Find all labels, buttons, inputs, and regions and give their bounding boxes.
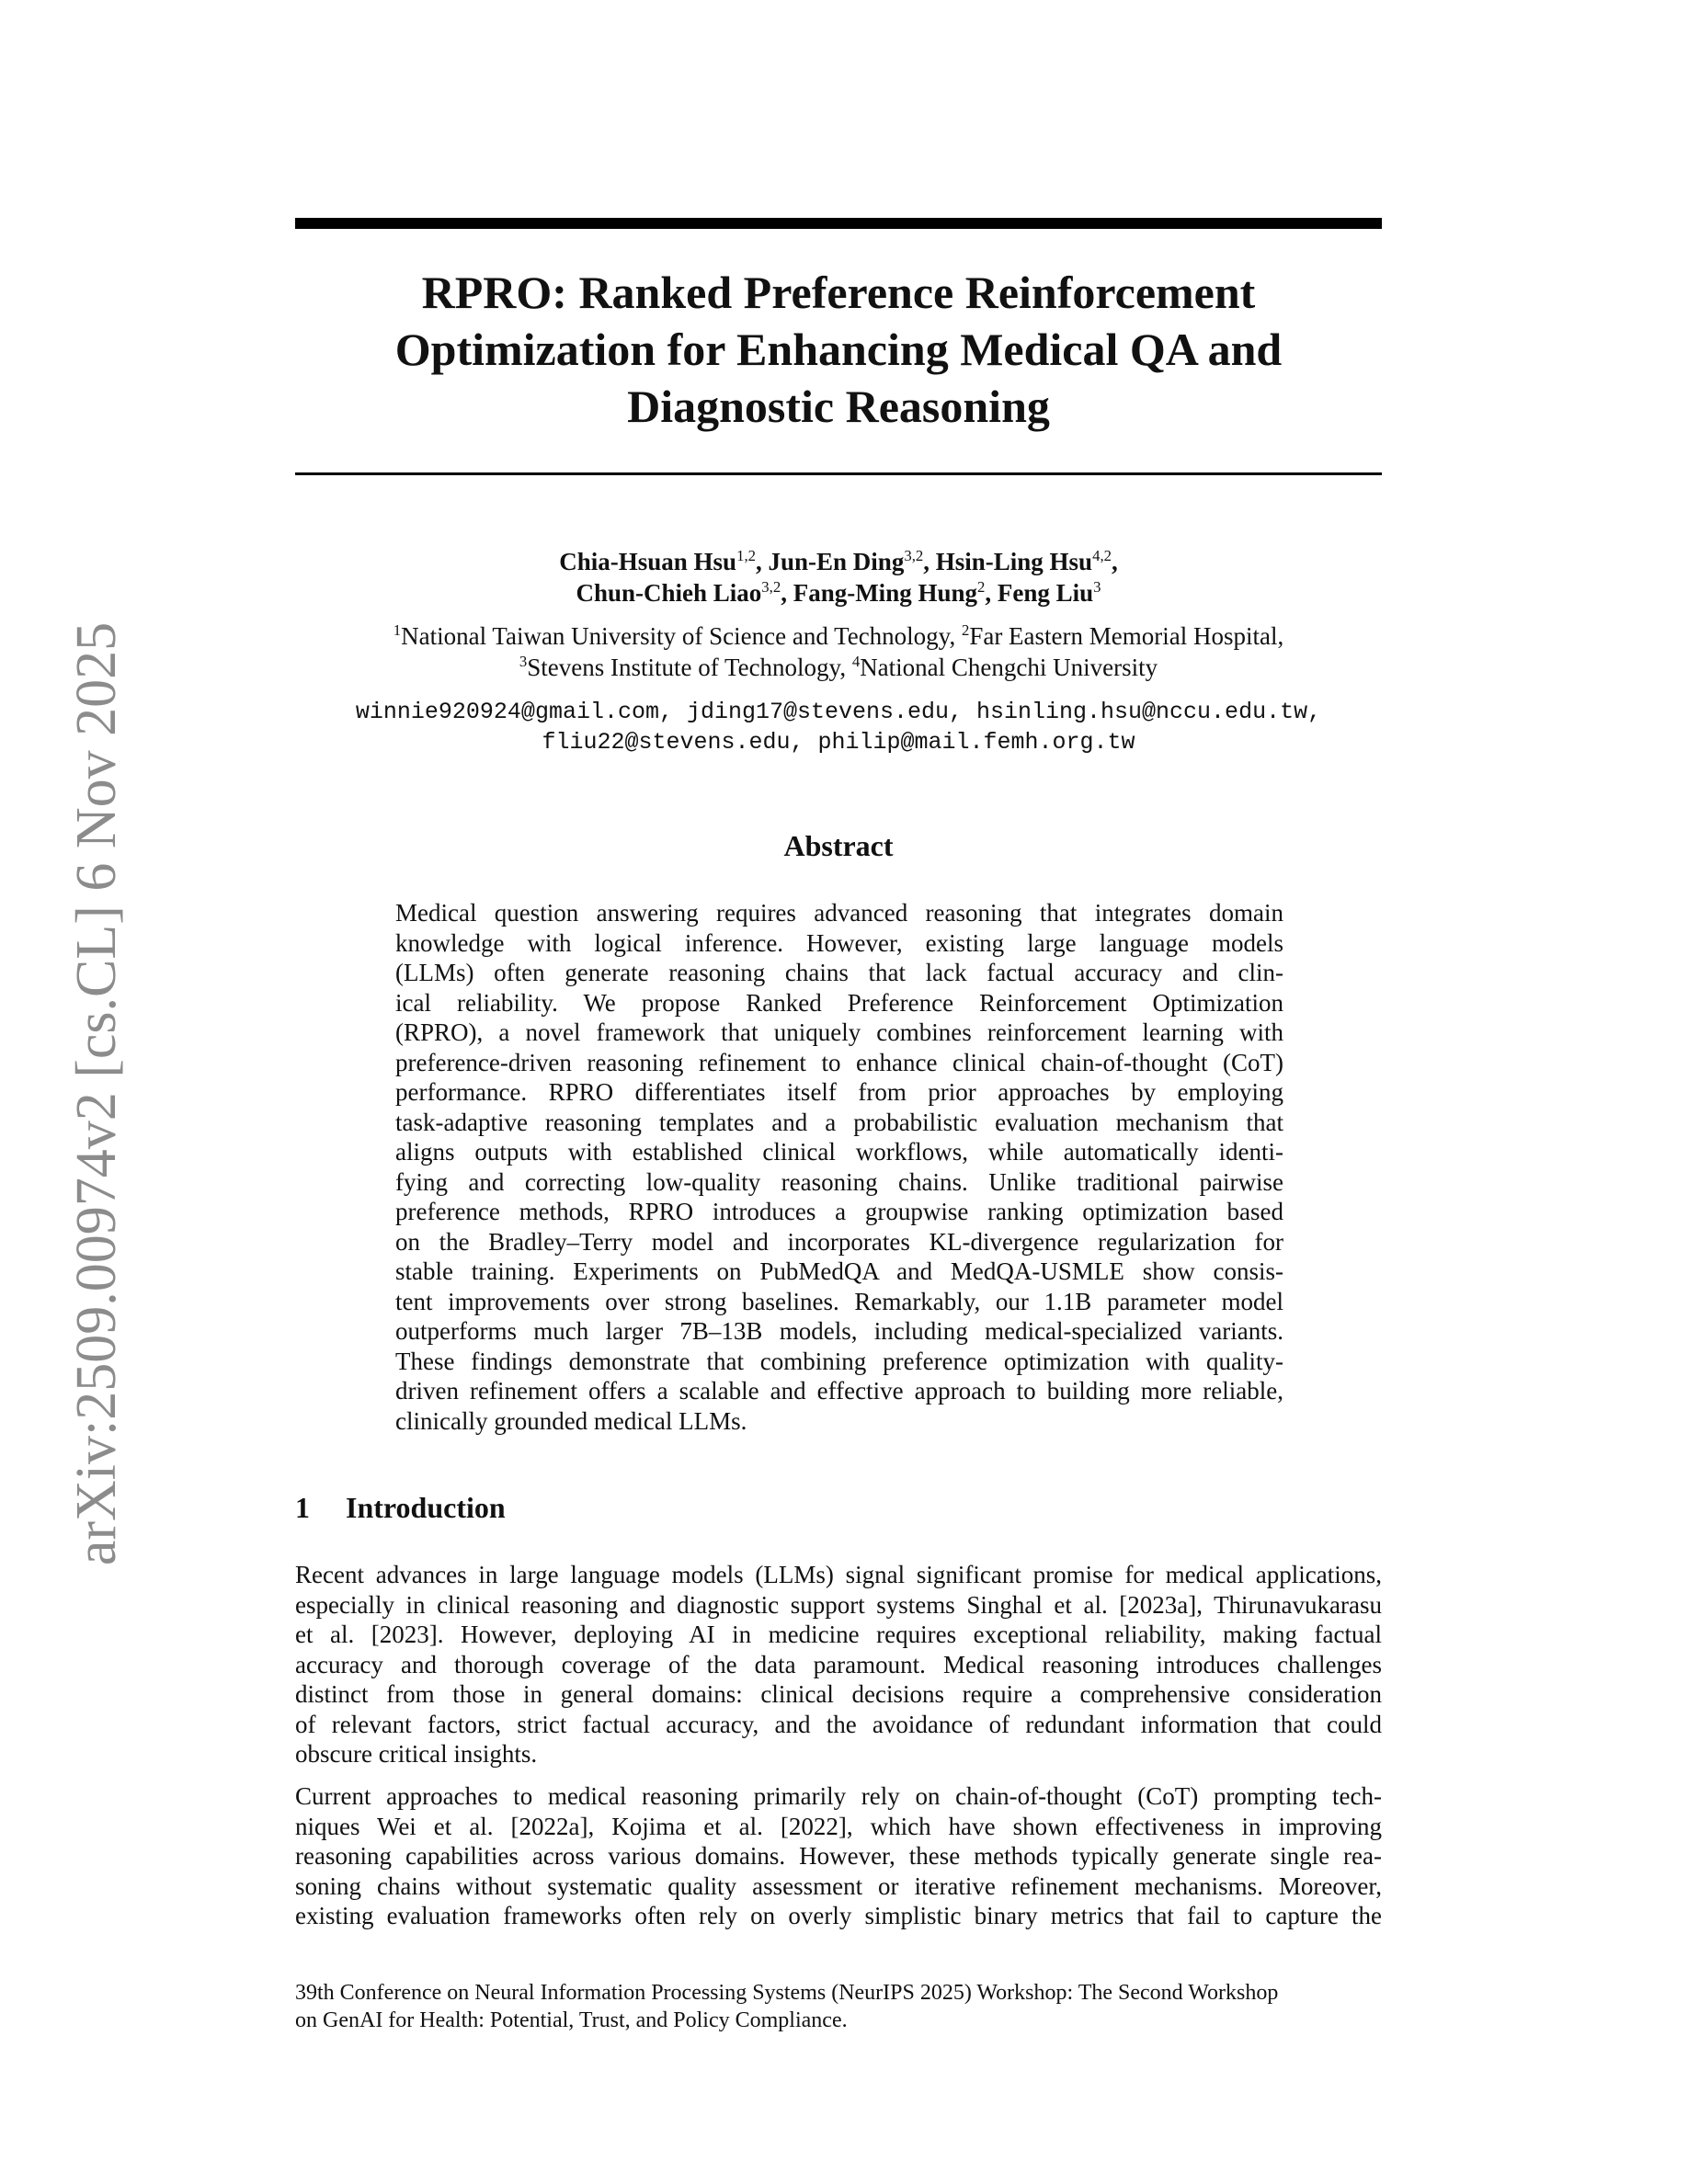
title-line: Optimization for Enhancing Medical QA and: [394, 324, 1283, 375]
abstract-line: knowledge with logical inference. However, existing large language models: [395, 928, 1283, 957]
paragraph-line: Current approaches to medical reasoning primarily rely on chain-of-thought (CoT) prompting tech-: [295, 1782, 1382, 1810]
abstract-line: driven refinement offers a scalable and effective approach to building more reliable,: [395, 1377, 1283, 1405]
paragraph-line: et al. [2023]. However, deploying AI in medicine requires exceptional reliability, making factual: [295, 1621, 1382, 1648]
abstract-line: outperforms much larger 7B–13B models, including medical-specialized variants.: [395, 1317, 1283, 1345]
affiliation-number: 1: [393, 620, 402, 639]
title-bottom-rule: [295, 472, 1382, 475]
abstract-line: These findings demonstrate that combining preference optimization with quality-: [395, 1347, 1283, 1375]
author-line: Chun-Chieh Liao$^{3,2}$, Fang-Ming Hung$^2$, Feng Liu$^3$: [576, 577, 1101, 607]
section-heading-introduction: [295, 1489, 1382, 1526]
affiliation-name: Stevens Institute of Technology: [527, 654, 840, 681]
paragraph-line: Recent advances in large language models (LLMs) signal significant promise for medical applications,: [295, 1561, 1382, 1588]
paragraph-line: obscure critical insights.: [295, 1740, 538, 1768]
abstract-line: ical reliability. We propose Ranked Preference Reinforcement Optimization: [395, 988, 1283, 1017]
paragraph-line: accuracy and thorough coverage of the data paramount. Medical reasoning introduces challenges: [295, 1650, 1382, 1678]
author-affiliation-mark: 3,2: [761, 577, 781, 596]
author-affiliation-mark: 1,2: [736, 546, 756, 564]
author-affiliation-mark: 3,2: [904, 546, 924, 564]
author-affiliation-mark: 2: [977, 577, 986, 596]
footnote-line: on GenAI for Health: Potential, Trust, and Policy Compliance.: [295, 2008, 848, 2032]
author-affiliation-mark: 4,2: [1092, 546, 1112, 564]
affiliation-list: [295, 620, 1382, 683]
author-name: Chia-Hsuan Hsu: [559, 548, 737, 575]
abstract-line: stable training. Experiments on PubMedQA and MedQA-USMLE show consis-: [395, 1257, 1283, 1285]
footnote-line: 39th Conference on Neural Information Processing Systems (NeurIPS 2025) Workshop: The Second Workshop: [295, 1981, 1279, 2005]
paragraph-line: especially in clinical reasoning and diagnostic support systems Singhal et al. [2023a], Thirunavukarasu: [295, 1590, 1382, 1619]
section-number: 1: [295, 1491, 310, 1524]
author-list: [295, 546, 1382, 609]
title-line: RPRO: Ranked Preference Reinforcement: [421, 267, 1256, 318]
arxiv-identifier-stamp: arXiv:2509.00974v2 [cs.CL] 6 Nov 2025: [65, 621, 128, 1566]
affiliation-number: 4: [851, 652, 861, 670]
author-affiliation-mark: 3: [1093, 577, 1101, 596]
affiliation-name: National Chengchi University: [860, 654, 1158, 681]
paper-title: [295, 264, 1382, 435]
affiliation-name: Far Eastern Memorial Hospital: [969, 622, 1278, 650]
abstract-line: (LLMs) often generate reasoning chains that lack factual accuracy and clin-: [395, 959, 1283, 986]
author-name: Feng Liu: [997, 579, 1094, 607]
abstract-line: Medical question answering requires advanced reasoning that integrates domain: [395, 899, 1283, 927]
affiliation-line: $^3$Stevens Institute of Technology, $^4$National Chengchi University: [519, 652, 1158, 681]
paragraph-line: existing evaluation frameworks often rely on overly simplistic binary metrics that fail to capture the: [295, 1902, 1382, 1929]
abstract-line: fying and correcting low-quality reasoning chains. Unlike traditional pairwise: [395, 1167, 1283, 1196]
abstract-body: [395, 898, 1283, 1436]
author-line: Chia-Hsuan Hsu$^{1,2}$, Jun-En Ding$^{3,2}$, Hsin-Ling Hsu$^{4,2}$,: [559, 546, 1118, 575]
paragraph-line: distinct from those in general domains: clinical decisions require a comprehensive consideration: [295, 1680, 1382, 1708]
paragraph-line: niques Wei et al. [2022a], Kojima et al. [2022], which have shown effectiveness in improving: [295, 1812, 1382, 1840]
introduction-paragraph-2: [295, 1781, 1382, 1931]
abstract-line: (RPRO), a novel framework that uniquely combines reinforcement learning with: [395, 1018, 1283, 1046]
email-line: winnie920924@gmail.com, jding17@stevens.edu, hsinling.hsu@nccu.edu.tw,: [355, 699, 1322, 725]
abstract-line: performance. RPRO differentiates itself from prior approaches by employing: [395, 1078, 1283, 1106]
affiliation-name: National Taiwan University of Science and Technology: [401, 622, 950, 650]
paragraph-line: soning chains without systematic quality assessment or iterative refinement mechanisms. Moreover,: [295, 1871, 1382, 1900]
abstract-line: aligns outputs with established clinical workflows, while automatically identi-: [395, 1138, 1283, 1166]
abstract-line: preference methods, RPRO introduces a groupwise ranking optimization based: [395, 1198, 1283, 1225]
title-line: Diagnostic Reasoning: [627, 381, 1050, 432]
author-name: Chun-Chieh Liao: [576, 579, 762, 607]
abstract-line: on the Bradley–Terry model and incorporates KL-divergence regularization for: [395, 1227, 1283, 1256]
title-top-rule: [295, 218, 1382, 229]
conference-footnote: [295, 1979, 1382, 2034]
abstract-heading: Abstract: [783, 829, 894, 862]
section-title: Introduction: [346, 1491, 506, 1524]
abstract-line: task-adaptive reasoning templates and a probabilistic evaluation mechanism that: [395, 1108, 1283, 1136]
abstract-line: tent improvements over strong baselines. Remarkably, our 1.1B parameter model: [395, 1287, 1283, 1315]
author-name: Fang-Ming Hung: [793, 579, 977, 607]
affiliation-line: $^1$National Taiwan University of Science and Technology, $^2$Far Eastern Memorial Hospital,: [393, 620, 1284, 650]
abstract-line: clinically grounded medical LLMs.: [395, 1406, 747, 1435]
abstract-line: preference-driven reasoning refinement to enhance clinical chain-of-thought (CoT): [395, 1048, 1283, 1076]
author-emails: [295, 697, 1382, 757]
author-name: Jun-En Ding: [768, 548, 905, 575]
author-name: Hsin-Ling Hsu: [935, 548, 1093, 575]
paragraph-line: reasoning capabilities across various domains. However, these methods typically generate single rea-: [295, 1842, 1382, 1870]
affiliation-number: 2: [961, 620, 970, 639]
affiliation-number: 3: [519, 652, 528, 670]
introduction-paragraph-1: [295, 1560, 1382, 1769]
email-line: fliu22@stevens.edu, philip@mail.femh.org.tw: [542, 729, 1135, 756]
paragraph-line: of relevant factors, strict factual accuracy, and the avoidance of redundant information that could: [295, 1710, 1382, 1738]
